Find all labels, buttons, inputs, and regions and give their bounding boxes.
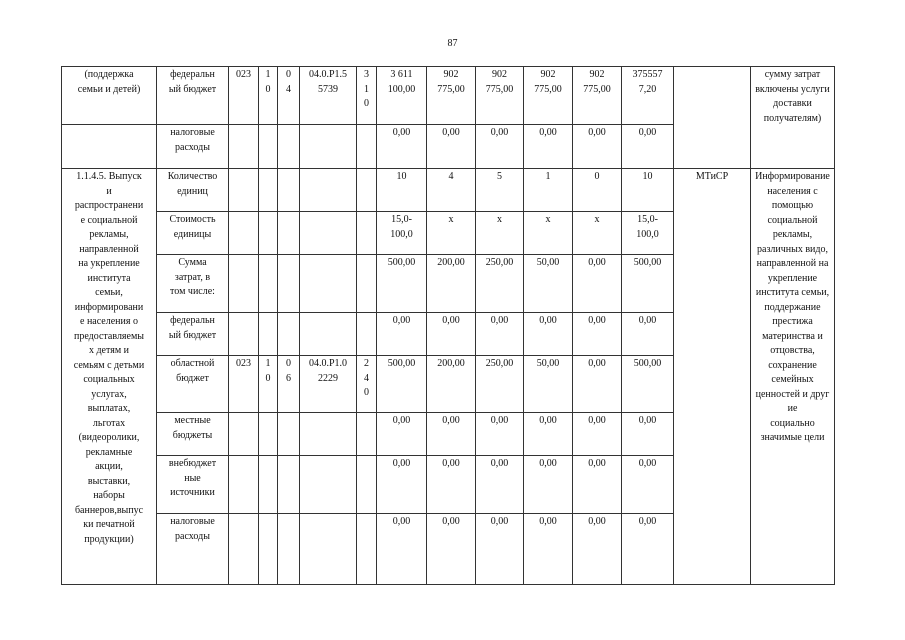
value-cell: 0,00 (573, 125, 622, 169)
csr-code-cell (300, 169, 357, 212)
rz-code-cell (259, 169, 278, 212)
vr-code-cell (357, 169, 377, 212)
funding-source-cell: внебюджет ные источники (157, 456, 229, 514)
value-cell: 0,00 (524, 125, 573, 169)
value-cell: 50,00 (524, 255, 573, 313)
value-cell: х (524, 212, 573, 255)
value-cell: 0,00 (427, 125, 476, 169)
funding-source-cell: Стоимость единицы (157, 212, 229, 255)
value-cell: 902 775,00 (573, 67, 622, 125)
value-cell: 0,00 (427, 456, 476, 514)
value-cell: 15,0- 100,0 (622, 212, 674, 255)
result-cell: Информирование населения с помощью социальной рекламы, различных видо, направленной на укрепление института семьи, поддержание престижа материнства и отцовства, сохранение семейных ценностей и другие социально значимые цели (751, 169, 835, 585)
value-cell: 0,00 (476, 456, 524, 514)
vr-code-cell (357, 514, 377, 585)
grbs-code-cell: 023 (229, 356, 259, 413)
value-cell: х (573, 212, 622, 255)
value-cell: 0,00 (377, 125, 427, 169)
vr-code-cell (357, 313, 377, 356)
vr-code-cell (357, 255, 377, 313)
value-cell: 902 775,00 (524, 67, 573, 125)
csr-code-cell: 04.0.Р1.0 2229 (300, 356, 357, 413)
table-row (62, 67, 835, 125)
pr-code-cell (278, 169, 300, 212)
pr-code-cell (278, 514, 300, 585)
value-cell: 375557 7,20 (622, 67, 674, 125)
value-cell: 0,00 (377, 514, 427, 585)
grbs-code-cell: 023 (229, 67, 259, 125)
value-cell: 500,00 (622, 255, 674, 313)
value-cell: 0,00 (524, 456, 573, 514)
value-cell: 0,00 (573, 456, 622, 514)
value-cell: 4 (427, 169, 476, 212)
value-cell: 0,00 (524, 514, 573, 585)
csr-code-cell (300, 456, 357, 514)
value-cell: 0,00 (476, 125, 524, 169)
value-cell: 0,00 (573, 514, 622, 585)
page-number: 87 (447, 38, 458, 49)
funding-source-cell: федеральн ый бюджет (157, 313, 229, 356)
value-cell: 0,00 (524, 313, 573, 356)
vr-code-cell: 3 1 0 (357, 67, 377, 125)
value-cell: 1 (524, 169, 573, 212)
vr-code-cell (357, 456, 377, 514)
value-cell: 0,00 (573, 356, 622, 413)
funding-source-cell: налоговые расходы (157, 514, 229, 585)
rz-code-cell: 1 0 (259, 356, 278, 413)
value-cell: 5 (476, 169, 524, 212)
value-cell: 0,00 (427, 313, 476, 356)
vr-code-cell (357, 413, 377, 456)
value-cell: 0,00 (622, 125, 674, 169)
value-cell: 3 611 100,00 (377, 67, 427, 125)
funding-source-cell: Сумма затрат, в том числе: (157, 255, 229, 313)
funding-source-cell: областной бюджет (157, 356, 229, 413)
funding-source-cell: местные бюджеты (157, 413, 229, 456)
value-cell: 0,00 (427, 514, 476, 585)
value-cell: 50,00 (524, 356, 573, 413)
rz-code-cell (259, 125, 278, 169)
rz-code-cell (259, 514, 278, 585)
value-cell: 902 775,00 (476, 67, 524, 125)
grbs-code-cell (229, 456, 259, 514)
value-cell: 15,0- 100,0 (377, 212, 427, 255)
rz-code-cell (259, 413, 278, 456)
rz-code-cell: 1 0 (259, 67, 278, 125)
value-cell: 500,00 (377, 255, 427, 313)
vr-code-cell (357, 212, 377, 255)
value-cell: 0,00 (377, 413, 427, 456)
value-cell: 0,00 (573, 255, 622, 313)
executor-cell: МТиСР (674, 169, 751, 585)
csr-code-cell (300, 212, 357, 255)
value-cell: 0 (573, 169, 622, 212)
value-cell: 0,00 (427, 413, 476, 456)
value-cell: 0,00 (377, 313, 427, 356)
value-cell: 0,00 (622, 413, 674, 456)
value-cell: 0,00 (573, 413, 622, 456)
budget-table (61, 66, 835, 585)
value-cell: 0,00 (377, 456, 427, 514)
value-cell: 500,00 (377, 356, 427, 413)
table-row (62, 169, 835, 212)
measure-name-cell (62, 125, 157, 169)
value-cell: х (476, 212, 524, 255)
rz-code-cell (259, 255, 278, 313)
value-cell: 200,00 (427, 356, 476, 413)
csr-code-cell (300, 125, 357, 169)
value-cell: 200,00 (427, 255, 476, 313)
funding-source-cell: федеральн ый бюджет (157, 67, 229, 125)
value-cell: 250,00 (476, 356, 524, 413)
csr-code-cell (300, 313, 357, 356)
pr-code-cell (278, 125, 300, 169)
result-cell: сумму затрат включены услуги доставки получателям) (751, 67, 835, 169)
pr-code-cell: 0 4 (278, 67, 300, 125)
csr-code-cell: 04.0.Р1.5 5739 (300, 67, 357, 125)
executor-cell (674, 67, 751, 169)
rz-code-cell (259, 313, 278, 356)
grbs-code-cell (229, 125, 259, 169)
value-cell: 0,00 (476, 413, 524, 456)
measure-name-cell: (поддержка семьи и детей) (62, 67, 157, 125)
pr-code-cell (278, 212, 300, 255)
funding-source-cell: Количество единиц (157, 169, 229, 212)
value-cell: х (427, 212, 476, 255)
csr-code-cell (300, 413, 357, 456)
value-cell: 250,00 (476, 255, 524, 313)
pr-code-cell (278, 456, 300, 514)
pr-code-cell (278, 313, 300, 356)
measure-name-cell: 1.1.4.5. Выпуск и распространени е социальной рекламы, направленной на укрепление института семьи, информировани е населения о предоставляемы х детям и семьям с детьми социальных услугах, выплатах, льготах (видеоролики, рекламные акции, выставки, наборы баннеров,выпус ки печатной продукции) (62, 169, 157, 585)
rz-code-cell (259, 212, 278, 255)
grbs-code-cell (229, 413, 259, 456)
vr-code-cell (357, 125, 377, 169)
pr-code-cell: 0 6 (278, 356, 300, 413)
grbs-code-cell (229, 255, 259, 313)
grbs-code-cell (229, 212, 259, 255)
value-cell: 0,00 (622, 456, 674, 514)
rz-code-cell (259, 456, 278, 514)
csr-code-cell (300, 255, 357, 313)
pr-code-cell (278, 255, 300, 313)
value-cell: 902 775,00 (427, 67, 476, 125)
vr-code-cell: 2 4 0 (357, 356, 377, 413)
grbs-code-cell (229, 313, 259, 356)
value-cell: 0,00 (476, 313, 524, 356)
value-cell: 10 (377, 169, 427, 212)
value-cell: 10 (622, 169, 674, 212)
value-cell: 0,00 (622, 514, 674, 585)
grbs-code-cell (229, 169, 259, 212)
value-cell: 0,00 (524, 413, 573, 456)
value-cell: 0,00 (573, 313, 622, 356)
value-cell: 0,00 (476, 514, 524, 585)
value-cell: 0,00 (622, 313, 674, 356)
value-cell: 500,00 (622, 356, 674, 413)
pr-code-cell (278, 413, 300, 456)
csr-code-cell (300, 514, 357, 585)
grbs-code-cell (229, 514, 259, 585)
funding-source-cell: налоговые расходы (157, 125, 229, 169)
